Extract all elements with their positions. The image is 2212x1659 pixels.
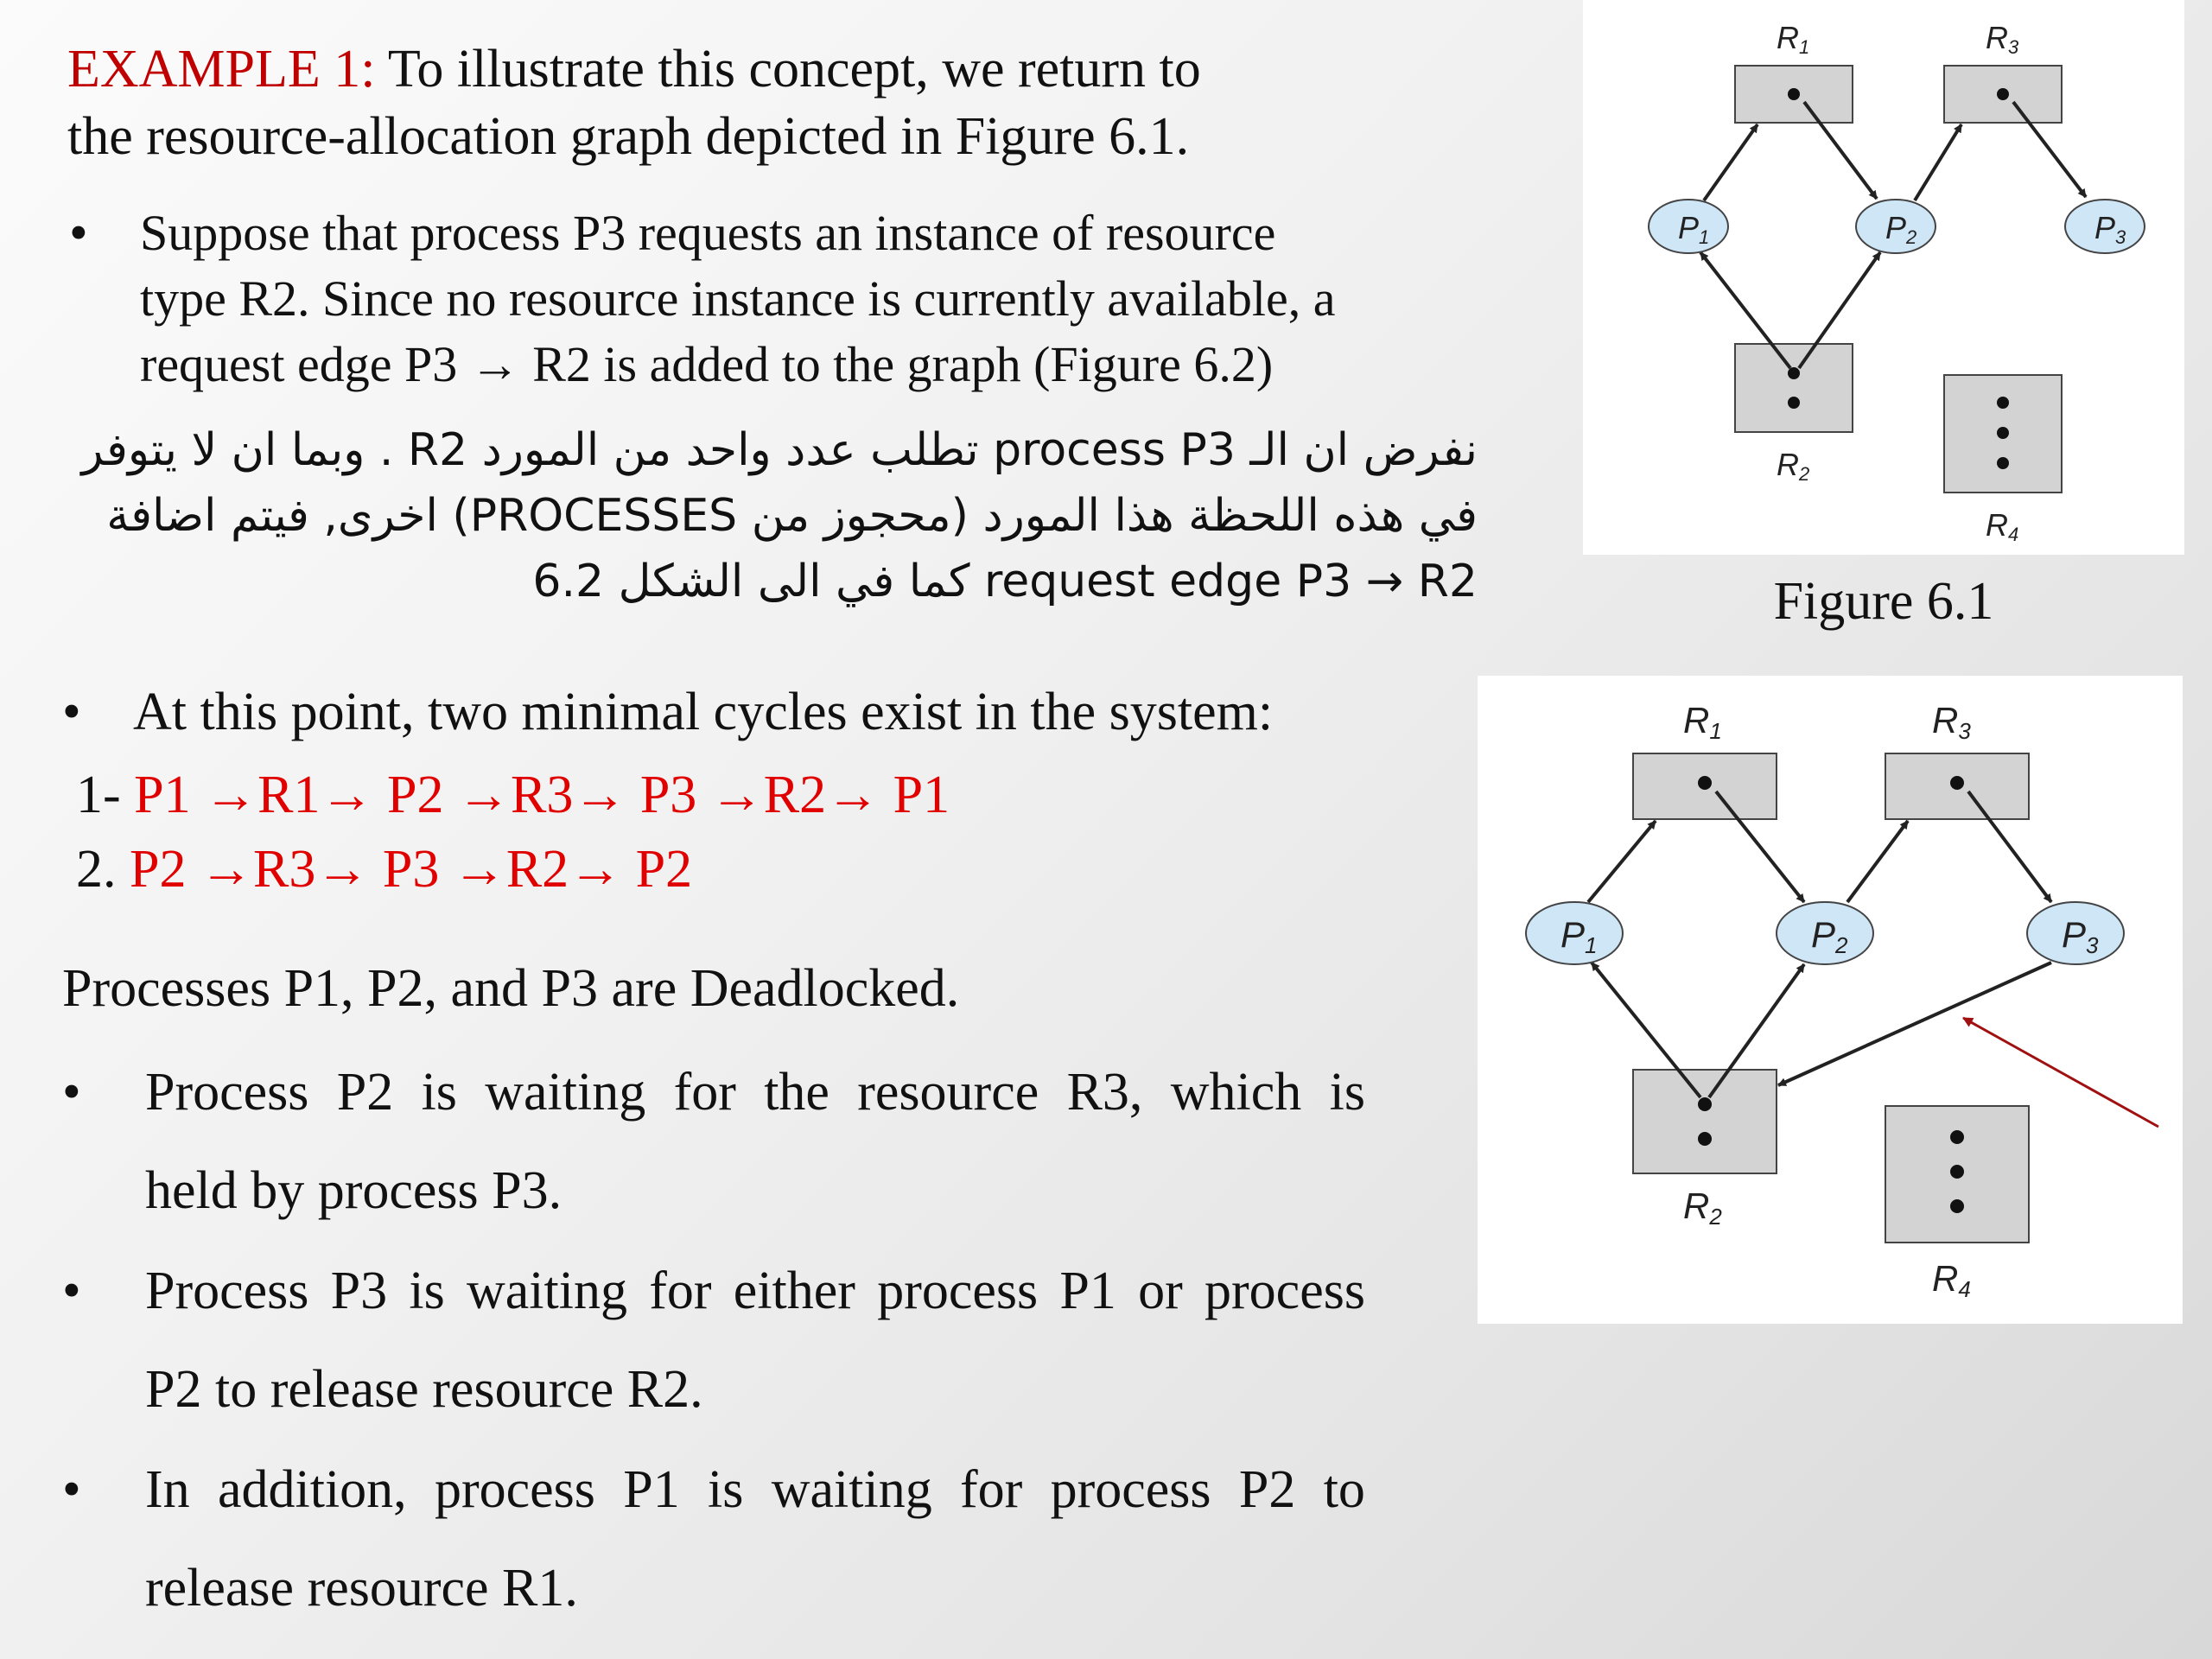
deadlocked-statement: Processes P1, P2, and P3 are Deadlocked. [62,959,960,1018]
point-word: is [409,1262,445,1320]
point-word: the [764,1063,830,1122]
label-r2: R2 [1777,447,1810,485]
point-word: is [1329,1063,1365,1122]
label-p1: P1 [1678,210,1710,248]
point-word: is [708,1460,744,1519]
bullet1-line1: Suppose that process P3 requests an instance of resource [140,205,1276,261]
label-p1: P1 [1560,914,1598,958]
figure-6-1-caption: Figure 6.1 [1773,572,1994,631]
point-word: P2 [336,1063,394,1122]
resource-r2 [1633,1070,1777,1173]
bullet1-line2: type R2. Since no resource instance is currently available, a [140,270,1336,327]
example-line1: To illustrate this concept, we return to [375,40,1201,99]
figure-6-2-graph [1478,676,2183,1324]
point-word: is [421,1063,457,1122]
bullet-dot: • [62,1262,81,1320]
point-word: for [673,1063,736,1122]
point-word: which [1170,1063,1302,1122]
point-line1 [145,1258,1365,1324]
figure-6-1-panel [1583,0,2184,555]
figure-6-2-panel [1478,676,2183,1324]
bullet-dot: • [62,1460,81,1519]
point-line1 [145,1059,1365,1125]
cycle-1-path: P1 →R1→ P2 →R3→ P3 →R2→ P1 [134,766,950,824]
label-p2: P2 [1811,914,1848,958]
point-word: P1 [1059,1262,1116,1320]
point-word: process [877,1262,1039,1320]
arabic-line2: في هذه اللحظة هذا المورد (محجوز من PROCESSES) اخرى, فيتم اضافة [106,490,1478,542]
point-word: P1 [623,1460,680,1519]
point-word: P2 [1238,1460,1296,1519]
cycle-2-number: 2. [76,840,130,899]
point-word: or [1138,1262,1183,1320]
cycle-1 [76,762,950,828]
bullet-dot: • [69,204,88,263]
arabic-line3: request edge P3 → R2 كما في الى الشكل 6.2 [532,556,1478,607]
point-word: process [1205,1262,1365,1320]
label-p2: P2 [1885,210,1917,248]
point-line2: P2 to release resource R2. [145,1360,703,1419]
label-r3: R3 [1986,20,2019,58]
point-word: either [733,1262,855,1320]
example-line2: the resource-allocation graph depicted in Figure 6.1. [67,107,1190,166]
example-heading [67,36,1201,102]
point-word: process [1050,1460,1211,1519]
point-word: R3, [1066,1063,1143,1122]
cycle-2 [76,836,692,902]
point-line2: held by process P3. [145,1161,563,1220]
point-word: process [434,1460,595,1519]
point-word: for [960,1460,1023,1519]
example-label: EXAMPLE 1: [67,40,376,99]
point-word: resource [857,1063,1039,1122]
point-word: to [1323,1460,1365,1519]
label-r4: R4 [1986,507,2019,545]
point-word: waiting [771,1460,932,1519]
point-word: for [649,1262,712,1320]
point-word: waiting [467,1262,627,1320]
point-word: In [145,1460,190,1519]
label-r1: R1 [1683,700,1722,744]
point-word: Process [145,1262,309,1320]
point-word: waiting [485,1063,646,1122]
bullet1-line3: request edge P3 → R2 is added to the graph (Figure 6.2) [140,336,1274,392]
point-word: addition, [217,1460,407,1519]
cycle-1-number: 1- [76,766,135,824]
bullet-dot: • [62,683,81,741]
resource-r2 [1735,344,1853,432]
label-p3: P3 [2062,914,2099,958]
label-r1: R1 [1777,20,1810,58]
point-line1 [145,1457,1365,1522]
label-r2: R2 [1683,1185,1722,1230]
arabic-line1: نفرض ان الـ process P3 تطلب عدد واحد من المورد R2 . وبما ان لا يتوفر [81,424,1478,476]
cycle-2-path: P2 →R3→ P3 →R2→ P2 [130,840,693,899]
point-line2: release resource R1. [145,1559,578,1618]
label-r3: R3 [1932,700,1971,744]
point-word: Process [145,1063,309,1122]
bullet-dot: • [62,1063,81,1122]
label-r4: R4 [1932,1258,1971,1302]
label-p3: P3 [2094,210,2126,248]
point-word: P3 [330,1262,388,1320]
cycles-intro: At this point, two minimal cycles exist in the system: [133,683,1274,741]
figure-6-1-graph [1583,0,2184,555]
